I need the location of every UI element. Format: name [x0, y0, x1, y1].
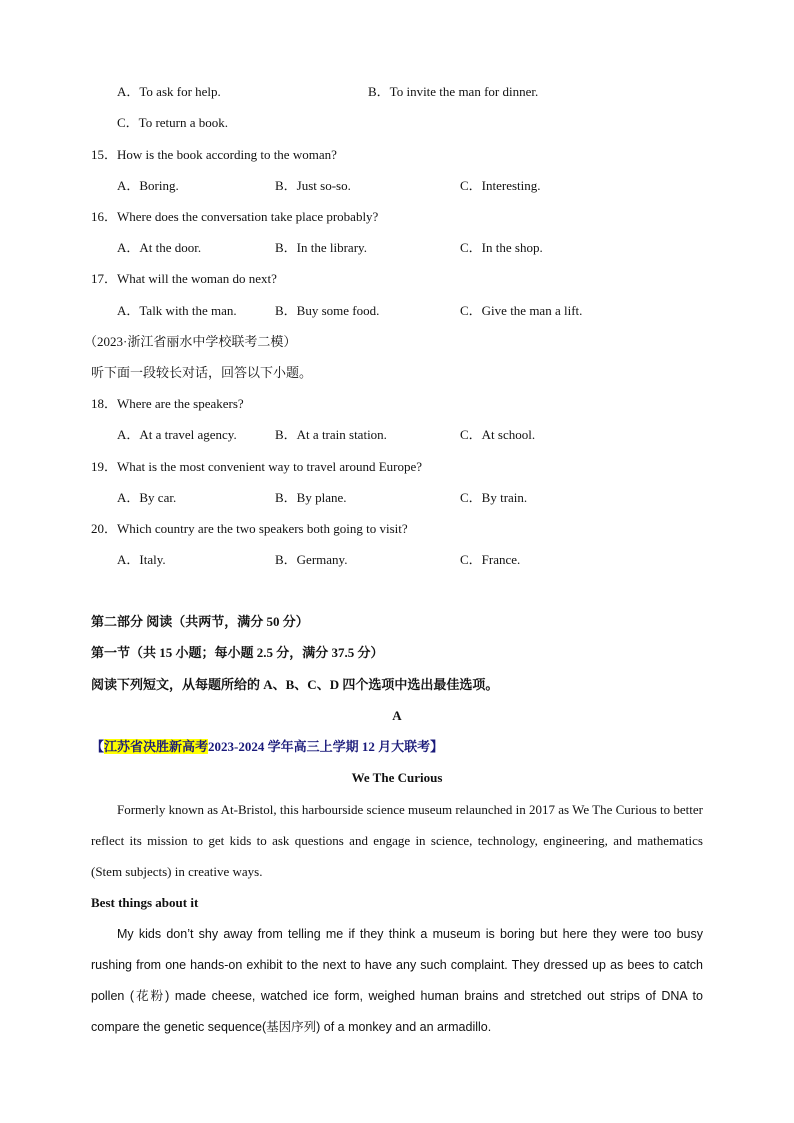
- q19-option-b: B．By plane.: [275, 490, 347, 505]
- q17-stem: 17．What will the woman do next?: [91, 271, 277, 286]
- article-title: We The Curious: [351, 770, 443, 785]
- q17-option-c: C．Give the man a lift.: [460, 303, 583, 318]
- q16-option-a: A．At the door.: [117, 240, 202, 255]
- q20-option-b: B．Germany.: [275, 552, 348, 567]
- q18-option-c: C．At school.: [460, 427, 536, 442]
- q14-option-c: C．To return a book.: [117, 115, 229, 130]
- exam-source-rest: 2023-2024 学年高三上学期 12 月大联考】: [208, 739, 444, 754]
- q20-option-c: C．France.: [460, 552, 521, 567]
- q18-option-a: A．At a travel agency.: [117, 427, 237, 442]
- q14-option-a: A．To ask for help.: [117, 84, 221, 99]
- q18-stem: 18．Where are the speakers?: [91, 396, 244, 411]
- q15-option-b: B．Just so-so.: [275, 178, 351, 193]
- exam-source-open-bracket: 【: [91, 739, 105, 754]
- q17-option-a: A．Talk with the man.: [117, 303, 237, 318]
- article-paragraph-1: [91, 794, 703, 887]
- article-paragraph-2: [91, 919, 703, 1043]
- source-note: （2023·浙江省丽水中学校联考二模）: [84, 334, 297, 349]
- q16-stem: 16．Where does the conversation take place probably?: [91, 209, 379, 224]
- q14-option-b: B．To invite the man for dinner.: [368, 84, 539, 99]
- q20-option-a: A．Italy.: [117, 552, 166, 567]
- section1-heading: 第一节（共 15 小题；每小题 2.5 分，满分 37.5 分）: [91, 645, 384, 660]
- q20-stem: 20．Which country are the two speakers both going to visit?: [91, 521, 408, 536]
- q15-option-a: A．Boring.: [117, 178, 179, 193]
- exam-source-highlight: 江苏省决胜新高考: [104, 739, 209, 754]
- passage-letter: A: [392, 708, 402, 723]
- q16-option-c: C．In the shop.: [460, 240, 543, 255]
- part2-heading: 第二部分 阅读（共两节，满分 50 分）: [91, 614, 309, 629]
- reading-instruction: 阅读下列短文，从每题所给的 A、B、C、D 四个选项中选出最佳选项。: [91, 677, 499, 692]
- q15-stem: 15．How is the book according to the woman?: [91, 147, 337, 162]
- q19-stem: 19．What is the most convenient way to travel around Europe?: [91, 459, 423, 474]
- q18-option-b: B．At a train station.: [275, 427, 387, 442]
- q17-option-b: B．Buy some food.: [275, 303, 380, 318]
- paragraph-2-text: My kids don’t shy away from telling me if they think a museum is boring but here they were too busy rushing from one hands-on exhibit to the next to have any such complaint. They dressed up as bees to catch pollen (花粉) made cheese, watched ice form, weighed human brains and stretched out strips of DNA to compare the genetic sequence(基因序列) of a monkey and an armadillo.: [91, 927, 703, 1034]
- subheading-best-things: Best things about it: [91, 895, 199, 910]
- q19-option-c: C．By train.: [460, 490, 528, 505]
- exam-source: [91, 739, 443, 755]
- q19-option-a: A．By car.: [117, 490, 177, 505]
- paragraph-1-text: Formerly known as At-Bristol, this harbourside science museum relaunched in 2017 as We The Curious to better reflect its mission to get kids to ask questions and engage in science, technology, engineering, and mathematics (Stem subjects) in creative ways.: [91, 802, 703, 879]
- q16-option-b: B．In the library.: [275, 240, 367, 255]
- q15-option-c: C．Interesting.: [460, 178, 541, 193]
- dialog-instruction: 听下面一段较长对话，回答以下小题。: [91, 365, 313, 380]
